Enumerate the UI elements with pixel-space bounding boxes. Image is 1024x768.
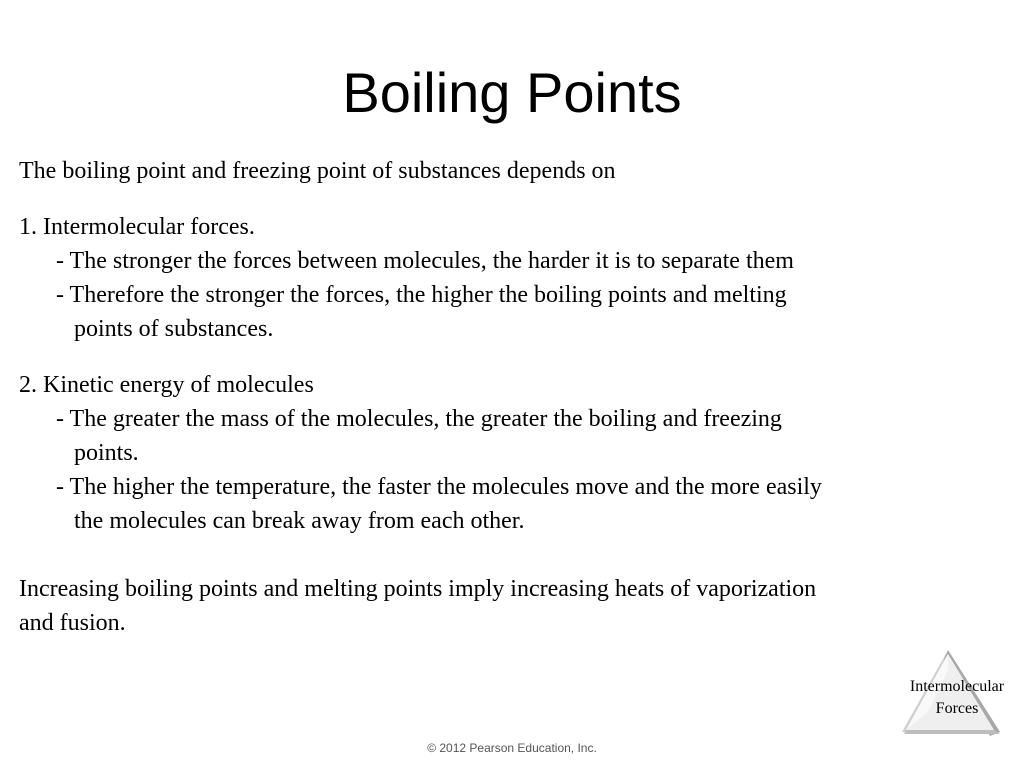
sub-point xyxy=(19,278,1009,346)
list-item-kinetic-energy xyxy=(19,368,1009,538)
intro-text: The boiling point and freezing point of substances depends on xyxy=(19,158,616,184)
sub-point-text: - The stronger the forces between molecules, the harder it is to separate them xyxy=(56,248,794,274)
section-label-line: Forces xyxy=(935,700,979,717)
sub-point-continuation: points. xyxy=(74,440,139,466)
section-label xyxy=(896,676,1018,720)
sub-point xyxy=(19,470,1009,538)
copyright-footer: © 2012 Pearson Education, Inc. xyxy=(427,741,597,755)
sub-point-continuation: the molecules can break away from each other. xyxy=(74,508,525,534)
conclusion-line: Increasing boiling points and melting points imply increasing heats of vaporization xyxy=(19,576,817,602)
conclusion-text xyxy=(19,572,1009,640)
sub-point-text: - Therefore the stronger the forces, the higher the boiling points and melting xyxy=(56,282,787,308)
sub-point-continuation: points of substances. xyxy=(74,316,274,342)
list-item-intermolecular-forces xyxy=(19,210,1009,346)
slide-title: Boiling Points xyxy=(342,61,682,124)
slide-body xyxy=(19,154,1009,640)
list-item-heading: 2. Kinetic energy of molecules xyxy=(19,372,314,398)
sub-point xyxy=(19,244,1009,278)
sub-point-text: - The higher the temperature, the faster the molecules move and the more easily xyxy=(56,474,822,500)
list-item-heading: 1. Intermolecular forces. xyxy=(19,214,255,240)
section-label-line: Intermolecular xyxy=(909,678,1005,695)
sub-point-text: - The greater the mass of the molecules, the greater the boiling and freezing xyxy=(56,406,782,432)
sub-point xyxy=(19,402,1009,470)
conclusion-line: and fusion. xyxy=(19,610,126,636)
section-badge xyxy=(896,650,1018,740)
